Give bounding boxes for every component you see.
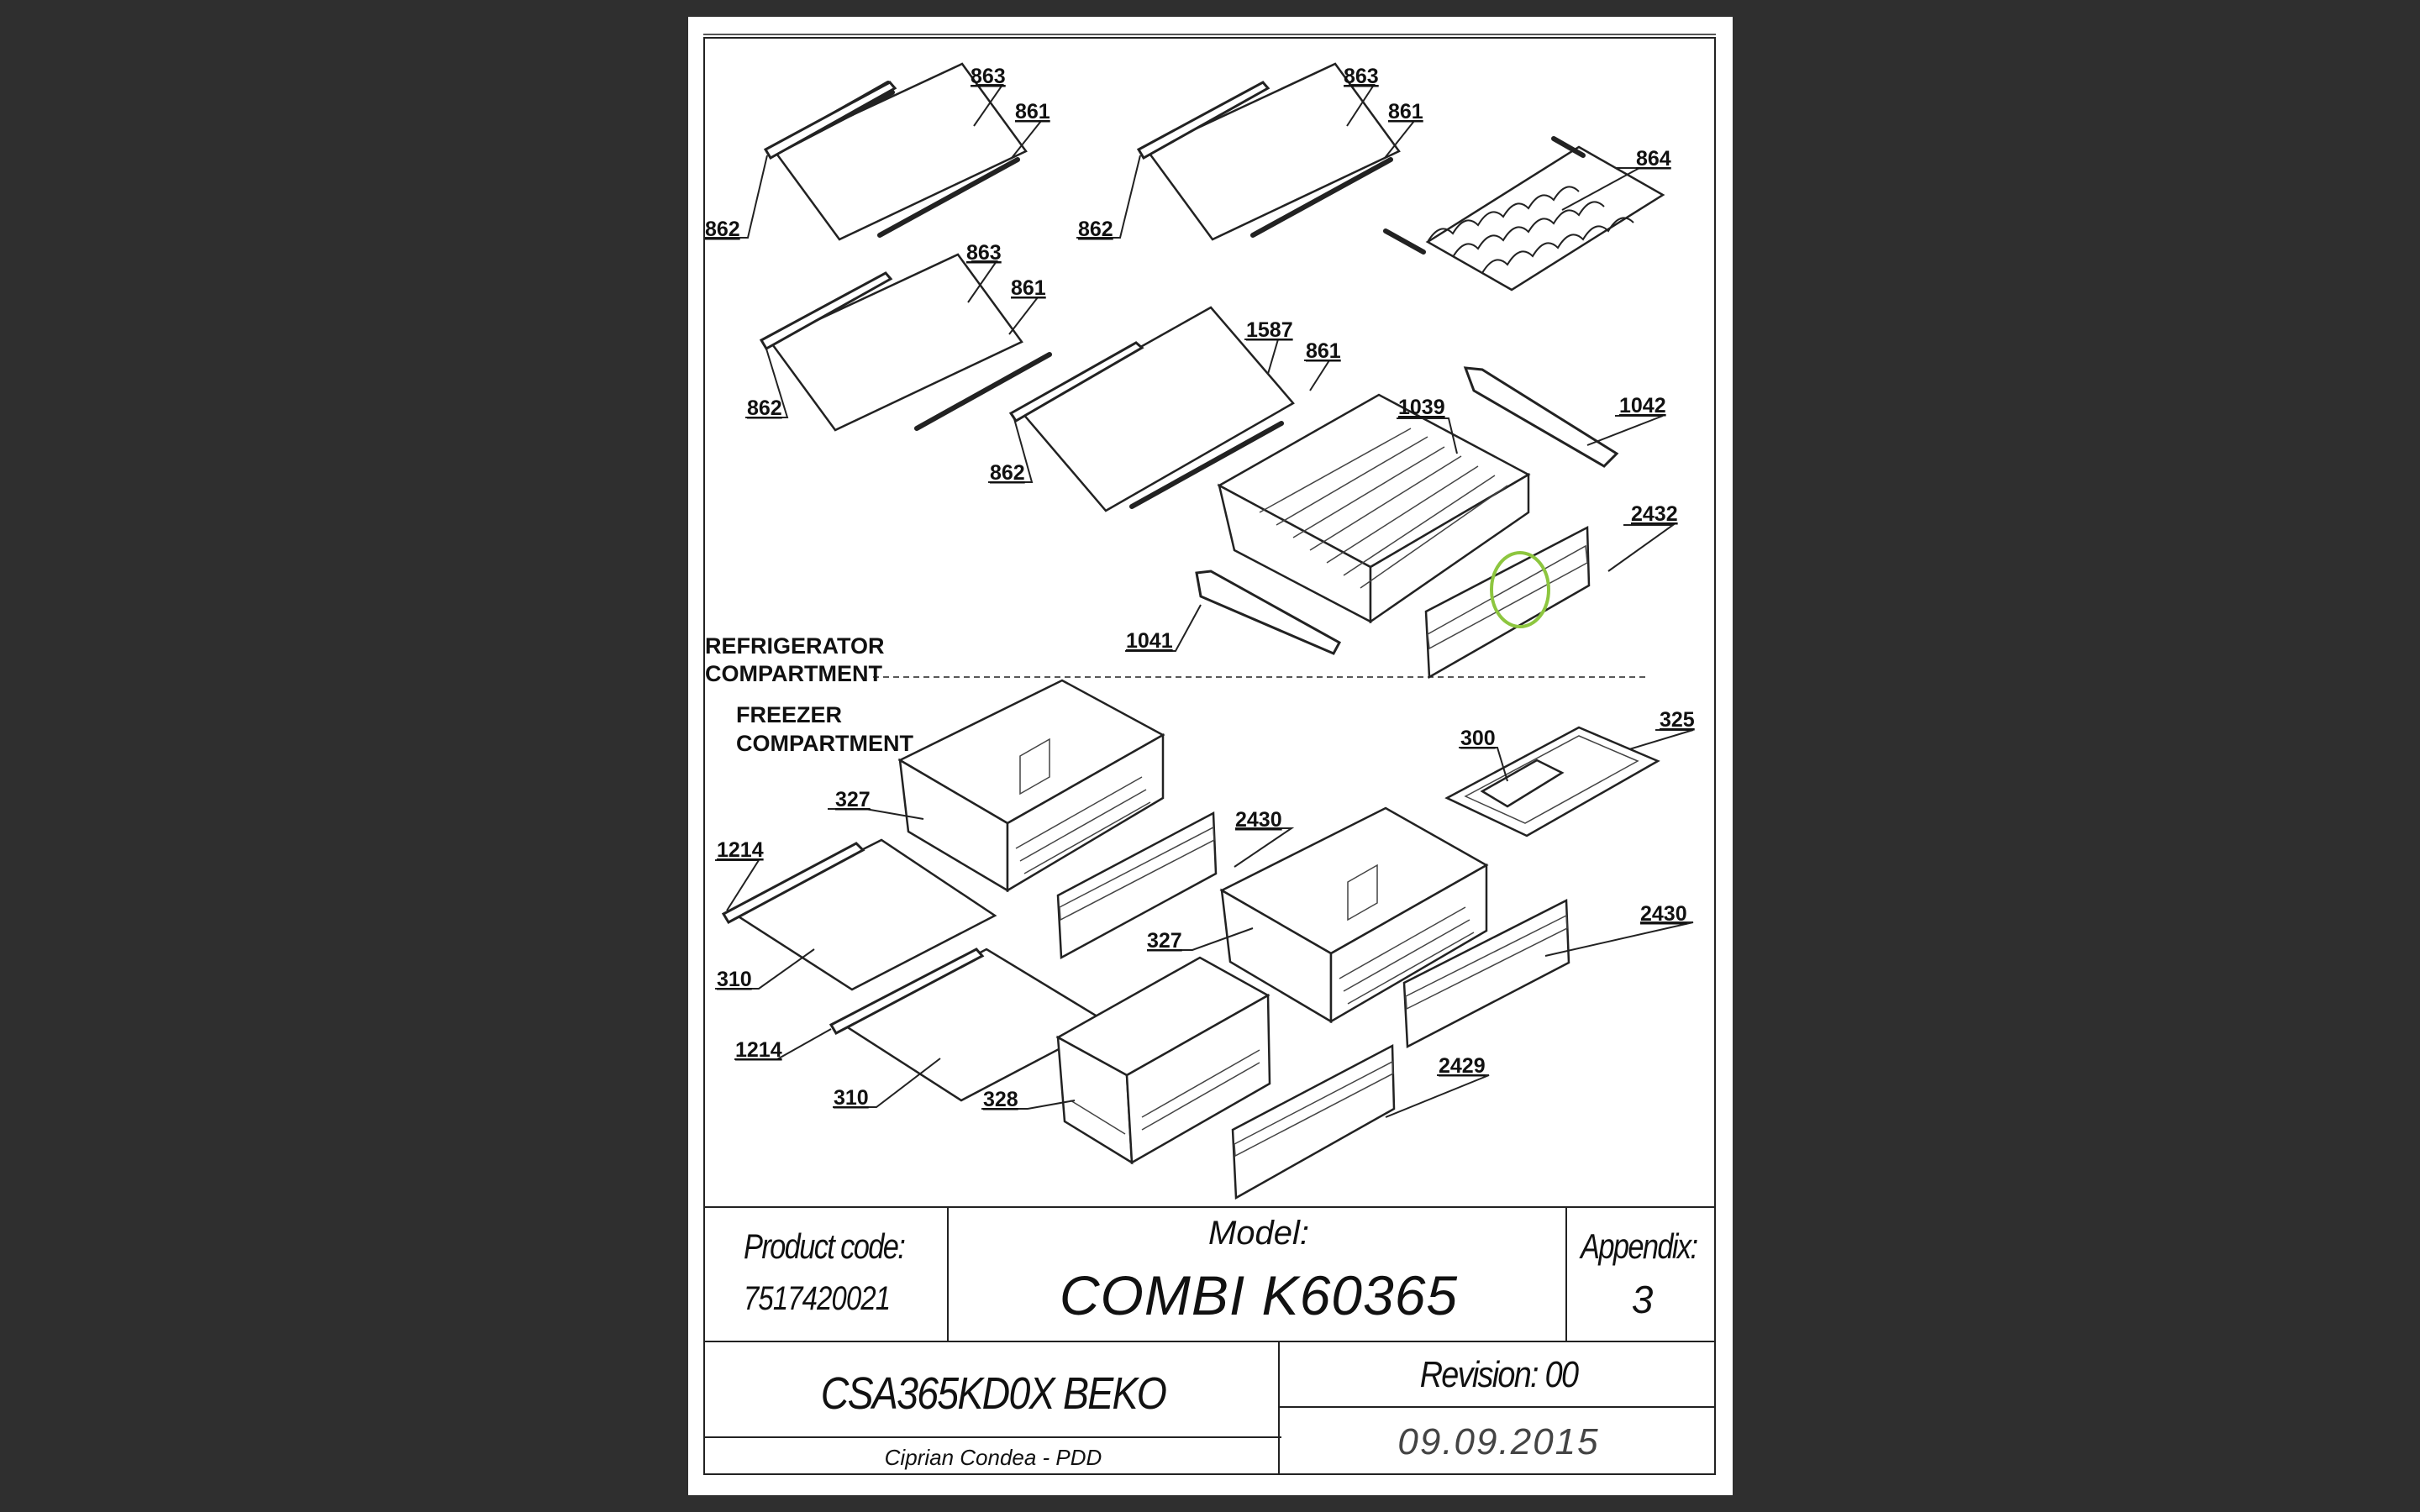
appendix-value: 3 <box>1631 1278 1654 1321</box>
author: Ciprian Condea - PDD <box>884 1445 1102 1470</box>
part-label-310: 310 <box>717 968 752 991</box>
part-label-300: 300 <box>1460 727 1496 750</box>
part-label-864: 864 <box>1636 147 1671 171</box>
part-label-861: 861 <box>1015 100 1050 123</box>
part-label-862: 862 <box>1078 218 1113 241</box>
product-name-cell <box>703 1341 1280 1475</box>
refrigerator-section-title-line1: REFRIGERATOR <box>705 633 885 659</box>
part-label-2432: 2432 <box>1631 502 1678 526</box>
part-label-863: 863 <box>971 65 1006 88</box>
part-label-863: 863 <box>966 241 1002 265</box>
freezer-section-title-line2: COMPARTMENT <box>736 731 913 756</box>
glass-shelf-863-top-right <box>1139 64 1399 239</box>
part-label-2430: 2430 <box>1235 808 1282 832</box>
part-label-2429: 2429 <box>1439 1054 1486 1078</box>
part-label-1039: 1039 <box>1398 396 1445 419</box>
part-label-862: 862 <box>747 396 782 420</box>
revision-cell <box>1278 1341 1716 1408</box>
part-label-1214: 1214 <box>735 1038 782 1062</box>
model-name: COMBI K60365 <box>1059 1264 1459 1326</box>
wine-rack-864 <box>1386 139 1663 290</box>
product-code-cell <box>703 1206 949 1342</box>
part-label-2430: 2430 <box>1640 902 1687 926</box>
glass-shelf-863-top-left <box>765 64 1026 239</box>
part-label-861: 861 <box>1388 100 1423 123</box>
drawer-rail-1042 <box>1465 368 1617 466</box>
date-cell <box>1278 1406 1716 1475</box>
date: 09.09.2015 <box>1397 1421 1600 1462</box>
product-name: CSA365KD0X BEKO <box>820 1368 1166 1419</box>
model-cell <box>947 1206 1567 1342</box>
part-label-327: 327 <box>1147 929 1182 953</box>
part-label-1041: 1041 <box>1126 629 1173 653</box>
part-label-328: 328 <box>983 1088 1018 1111</box>
freezer-drawer-327-upper <box>900 680 1163 890</box>
part-label-310: 310 <box>834 1086 869 1110</box>
part-label-862: 862 <box>990 461 1025 485</box>
product-code-value: 7517420021 <box>744 1280 891 1317</box>
part-label-1587: 1587 <box>1246 318 1293 342</box>
refrigerator-section-title-line2: COMPARTMENT <box>705 661 882 686</box>
product-code-label: Product code: <box>744 1226 905 1266</box>
appendix-label: Appendix: <box>1581 1226 1697 1266</box>
author-divider <box>705 1436 1281 1438</box>
part-label-325: 325 <box>1660 708 1695 732</box>
exploded-parts-diagram <box>688 17 1733 1226</box>
appendix-cell <box>1565 1206 1716 1342</box>
part-label-862: 862 <box>705 218 740 241</box>
glass-shelf-863-middle <box>761 255 1050 430</box>
drawing-sheet <box>688 17 1733 1495</box>
part-label-1042: 1042 <box>1619 394 1666 417</box>
revision: Revision: 00 <box>1419 1354 1578 1395</box>
part-label-861: 861 <box>1306 339 1341 363</box>
part-label-1214: 1214 <box>717 838 764 862</box>
title-block <box>703 1206 1716 1475</box>
part-label-327: 327 <box>835 788 871 811</box>
part-label-861: 861 <box>1011 276 1046 300</box>
model-label: Model: <box>1207 1215 1310 1252</box>
freezer-section-title-line1: FREEZER <box>736 702 843 727</box>
part-label-863: 863 <box>1344 65 1379 88</box>
